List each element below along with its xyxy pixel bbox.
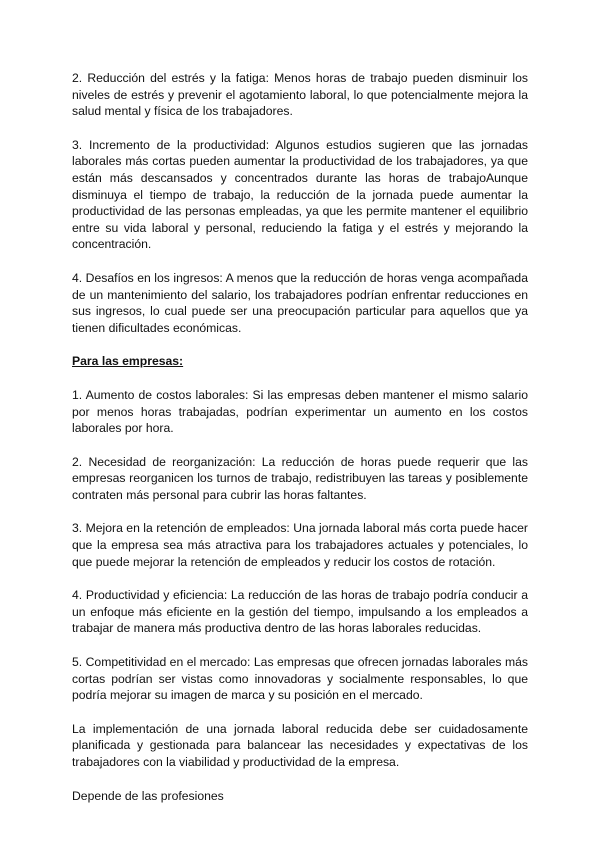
closing-note: Depende de las profesiones <box>72 788 224 803</box>
worker-point-stress: 2. Reducción del estrés y la fatiga: Menos horas de trabajo pueden disminuir los niveles de estrés y prevenir el agotamiento laboral, lo que potencialmente mejora la salud mental y física de los trabajadores. <box>72 71 528 119</box>
company-point-costs: 1. Aumento de costos laborales: Si las empresas deben mantener el mismo salario por menos horas trabajadas, podrían experimentar un aumento en los costos laborales por hora. <box>72 387 528 436</box>
conclusion-paragraph: La implementación de una jornada laboral reducida debe ser cuidadosamente planificada y gestionada para balancear las necesidades y expectativas de los trabajadores con la viabilidad y productividad de la empresa. <box>72 721 528 769</box>
document-body <box>72 70 528 821</box>
worker-point-income: 4. Desafíos en los ingresos: A menos que la reducción de horas venga acompañada de un mantenimiento del salario, los trabajadores podrían enfrentar reducciones en sus ingresos, lo cual puede ser una preocupación particular para aquellos que ya tienen dificultades económicas. <box>72 270 528 335</box>
company-point-reorganization: 2. Necesidad de reorganización: La reducción de horas puede requerir que las empresas reorganicen los turnos de trabajo, redistribuyen las tareas y posiblemente contraten más personal para cubrir las horas faltantes. <box>72 454 528 502</box>
company-point-efficiency: 4. Productividad y eficiencia: La reducción de las horas de trabajo podría conducir a un enfoque más eficiente en la gestión del tiempo, impulsando a los empleados a trabajar de manera más productiva dentro de las horas laborales reducidas. <box>72 588 528 636</box>
worker-point-productivity: 3. Incremento de la productividad: Algunos estudios sugieren que las jornadas laborales más cortas pueden aumentar la productividad de los trabajadores, ya que están más descansados y concentrados durante las horas de trabajoAunque disminuya el tiempo de trabajo, la reducción de la jornada puede aumentar la productividad de las personas empleadas, ya que les permite mantener el equilibrio entre su vida laboral y personal, reduciendo la fatiga y el estrés y mejorando la concentración. <box>72 137 528 252</box>
company-point-competitiveness: 5. Competitividad en el mercado: Las empresas que ofrecen jornadas laborales más cortas podrían ser vistas como innovadoras y socialmente responsables, lo que podría mejorar su imagen de marca y su posición en el mercado. <box>72 655 528 703</box>
companies-heading: Para las empresas: <box>72 354 184 369</box>
company-point-retention: 3. Mejora en la retención de empleados: Una jornada laboral más corta puede hacer que la empresa sea más atractiva para los trabajadores actuales y potenciales, lo que puede mejorar la retención de empleados y reducir los costos de rotación. <box>72 521 528 569</box>
